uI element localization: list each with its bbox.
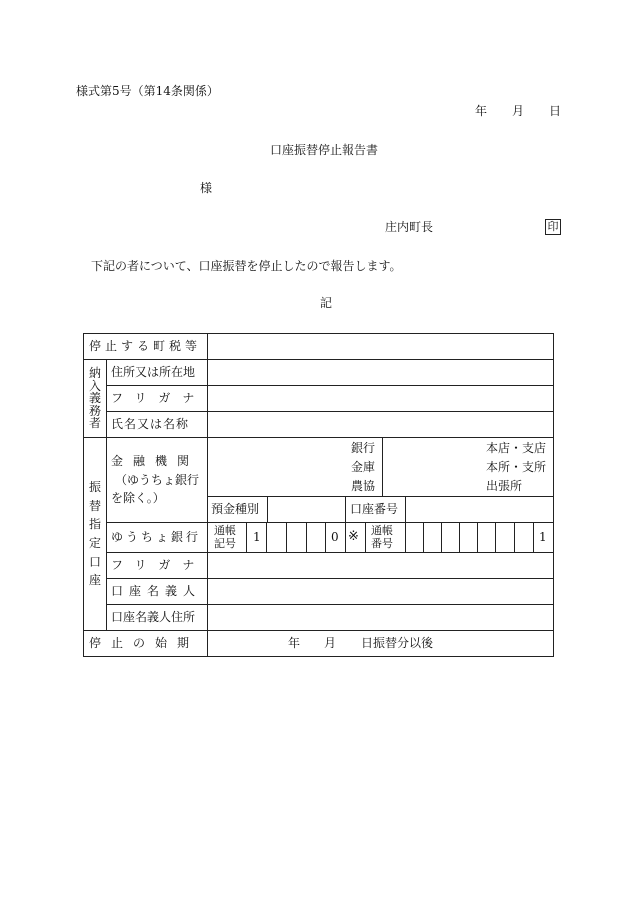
address-label: 住所又は所在地	[111, 365, 196, 379]
institution-note-2: を除く。）	[111, 491, 165, 505]
yucho-label: ゆうちょ銀行	[111, 530, 202, 544]
issuer-name: 庄内町長	[385, 220, 434, 234]
branch-type-2: 本所・支所	[486, 460, 547, 474]
seal-mark: 印	[545, 219, 561, 235]
taxpayer-group-label: 納 入 義 務 者	[88, 366, 101, 431]
stop-month-label: 月	[324, 636, 337, 650]
branch-type-3: 出張所	[486, 479, 523, 493]
passbook-number-label: 通帳 番号	[371, 524, 393, 550]
account-number-label: 口座番号	[350, 502, 399, 516]
date-month-label: 月	[512, 104, 525, 118]
holder-address-label: 口座名義人住所	[111, 610, 196, 624]
account-furigana-label: フリガナ	[111, 558, 207, 572]
number-last-digit: 1	[539, 530, 547, 544]
bank-type-1: 銀行	[351, 441, 376, 455]
form-number: 様式第5号（第14条関係）	[76, 84, 219, 98]
passbook-symbol-label: 通帳 記号	[214, 524, 236, 550]
date-year-label: 年	[475, 104, 488, 118]
stop-year-label: 年	[288, 636, 301, 650]
deposit-type-label: 預金種別	[211, 502, 260, 516]
body-text: 下記の者について、口座振替を停止したので報告します。	[91, 259, 402, 273]
branch-type-1: 本店・支店	[486, 441, 547, 455]
stop-suffix-label: 日振替分以後	[361, 636, 434, 650]
bank-type-3: 農協	[351, 479, 376, 493]
stop-start-label: 停止の始期	[89, 636, 200, 650]
institution-label: 金融機関	[111, 454, 200, 468]
tax-type-label: 停止する町税等	[89, 339, 202, 353]
institution-note-1: （ゆうちょ銀行	[115, 473, 200, 487]
name-label: 氏名又は名称	[111, 417, 190, 431]
account-group-label: 振 替 指 定 口 座	[88, 480, 101, 588]
addressee-suffix: 様	[200, 181, 213, 195]
ki-heading: 記	[320, 296, 333, 310]
document-title: 口座振替停止報告書	[270, 143, 379, 157]
asterisk-mark: ※	[348, 529, 359, 544]
bank-type-2: 金庫	[351, 460, 376, 474]
symbol-last-digit: 0	[331, 530, 339, 544]
account-holder-label: 口座名義人	[111, 584, 202, 598]
symbol-first-digit: 1	[253, 530, 261, 544]
date-day-label: 日	[549, 104, 562, 118]
furigana-label: フリガナ	[111, 391, 207, 405]
